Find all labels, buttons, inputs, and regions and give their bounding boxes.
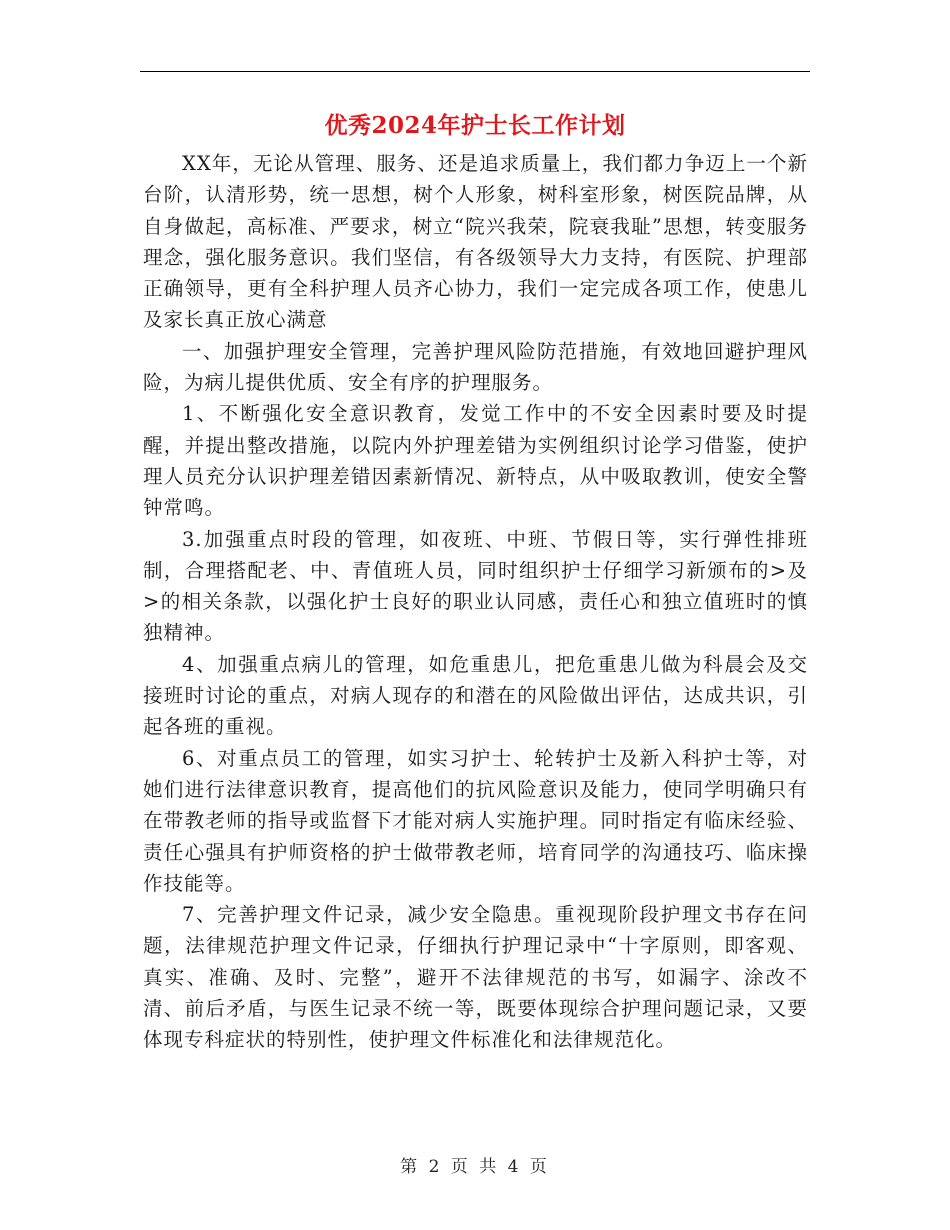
- paragraph-item-6: 6、对重点员工的管理，如实习护士、轮转护士及新入科护士等，对她们进行法律意识教育，提高他们的抗风险意识及能力，使同学明确只有在带教老师的指导或监督下才能对病人实施护理。同时指定有临床经验、责任心强具有护师资格的护士做带教老师，培育同学的沟通技巧、临床操作技能等。: [143, 746, 808, 895]
- paragraph-item-4: 4、加强重点病儿的管理，如危重患儿，把危重患儿做为科晨会及交接班时讨论的重点，对病人现存的和潜在的风险做出评估，达成共识，引起各班的重视。: [143, 652, 808, 739]
- document-body: [143, 148, 808, 1056]
- paragraph-section-1: 一、加强护理安全管理，完善护理风险防范措施，有效地回避护理风险，为病儿提供优质、安全有序的护理服务。: [143, 339, 808, 395]
- header-rule: [140, 71, 810, 72]
- page-number: 第 2 页 共 4 页: [400, 1157, 550, 1177]
- paragraph-intro: XX年，无论从管理、服务、还是追求质量上，我们都力争迈上一个新台阶，认清形势，统一思想，树个人形象，树科室形象，树医院品牌，从自身做起，高标准、严要求，树立“院兴我荣，院衰我耻”思想，转变服务理念，强化服务意识。我们坚信，有各级领导大力支持，有医院、护理部正确领导，更有全科护理人员齐心协力，我们一定完成各项工作，使患儿及家长真正放心满意: [143, 152, 808, 332]
- document-title: 优秀2024年护士长工作计划: [324, 112, 626, 139]
- paragraph-item-7: 7、完善护理文件记录，减少安全隐患。重视现阶段护理文书存在问题，法律规范护理文件记录，仔细执行护理记录中“十字原则，即客观、真实、准确、及时、完整”，避开不法律规范的书写，如漏字、涂改不清、前后矛盾，与医生记录不统一等，既要体现综合护理问题记录，又要体现专科症状的特别性，使护理文件标准化和法律规范化。: [143, 903, 808, 1052]
- paragraph-item-1: 1、不断强化安全意识教育，发觉工作中的不安全因素时要及时提醒，并提出整改措施，以院内外护理差错为实例组织讨论学习借鉴，使护理人员充分认识护理差错因素新情况、新特点，从中吸取教训，使安全警钟常鸣。: [143, 402, 808, 520]
- paragraph-item-3: 3.加强重点时段的管理，如夜班、中班、节假日等，实行弹性排班制，合理搭配老、中、青值班人员，同时组织护士仔细学习新颁布的>及>的相关条款，以强化护士良好的职业认同感，责任心和独立值班时的慎独精神。: [143, 527, 808, 645]
